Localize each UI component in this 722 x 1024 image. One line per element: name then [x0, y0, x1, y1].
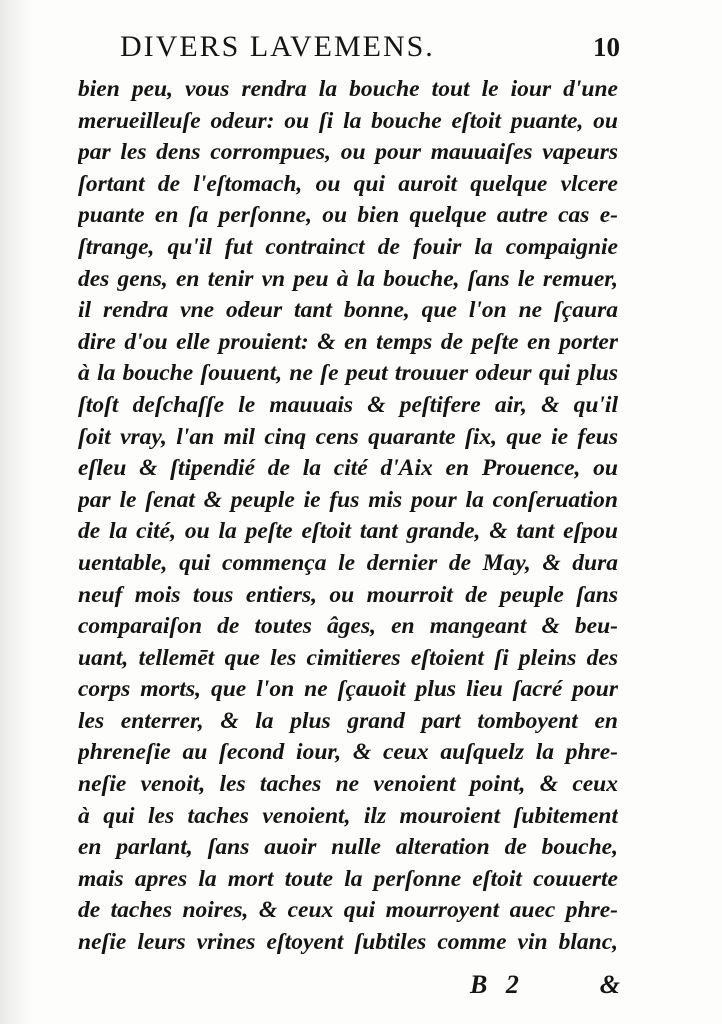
text-line: neſie venoit, les taches ne venoient point, & ceux — [78, 771, 618, 798]
body-text — [78, 74, 618, 959]
text-line: dire d'ou elle prouient: & en temps de peſte en porter — [78, 328, 618, 355]
text-line: puante en ſa perſonne, ou bien quelque autre cas e- — [78, 202, 618, 229]
text-line: corps morts, que l'on ne ſçauoit plus lieu ſacré pour — [78, 676, 618, 703]
text-line: ſortant de l'eſtomach, ou qui auroit quelque vlcere — [78, 170, 618, 197]
text-line: uant, tellemēt que les cimitieres eſtoient ſi pleins des — [78, 644, 618, 671]
text-line: phreneſie au ſecond iour, & ceux auſquelz la phre- — [78, 739, 618, 766]
running-head: DIVERS LAVEMENS. — [120, 30, 435, 63]
text-line: comparaiſon de toutes âges, en mangeant & beu- — [78, 613, 618, 640]
text-line: ſoit vray, l'an mil cinq cens quarante ſix, que ie feus — [78, 423, 618, 450]
text-line: par les dens corrompues, ou pour mauuaiſes vapeurs — [78, 139, 618, 166]
text-line: uentable, qui commença le dernier de May, & dura — [78, 549, 618, 576]
text-line: à qui les taches venoient, ilz mouroient ſubitement — [78, 802, 618, 829]
signature-mark: B 2 — [470, 970, 525, 999]
text-line: par le ſenat & peuple ie fus mis pour la conſeruation — [78, 486, 618, 513]
page-number: 10 — [593, 32, 620, 62]
page-footer — [460, 970, 620, 1006]
text-line: neſie leurs vrines eſtoyent ſubtiles comme vin blanc, — [78, 929, 618, 956]
text-line: mais apres la mort toute la perſonne eſtoit couuerte — [78, 865, 618, 892]
text-line: eſleu & ſtipendié de la cité d'Aix en Prouence, ou — [78, 455, 618, 482]
text-line: à la bouche ſouuent, ne ſe peut trouuer odeur qui plus — [78, 360, 618, 387]
page-header — [120, 30, 620, 70]
text-line: les enterrer, & la plus grand part tomboyent en — [78, 707, 618, 734]
text-line: de la cité, ou la peſte eſtoit tant grande, & tant eſpou — [78, 518, 618, 545]
text-line: ſtrange, qu'il fut contrainct de fouir la compaignie — [78, 233, 618, 260]
text-line: en parlant, ſans auoir nulle alteration de bouche, — [78, 834, 618, 861]
text-line: bien peu, vous rendra la bouche tout le iour d'une — [78, 76, 618, 102]
catchword: & — [599, 970, 620, 999]
text-line: merueilleuſe odeur: ou ſi la bouche eſtoit puante, ou — [78, 107, 618, 134]
gutter-shadow — [0, 0, 34, 1024]
text-line: de taches noires, & ceux qui mourroyent auec phre- — [78, 897, 618, 924]
text-line: neuf mois tous entiers, ou mourroit de peuple ſans — [78, 581, 618, 608]
text-line: il rendra vne odeur tant bonne, que l'on ne ſçaura — [78, 297, 618, 324]
text-line: des gens, en tenir vn peu à la bouche, ſans le remuer, — [78, 265, 618, 292]
text-line: ſtoſt deſchaſſe le mauuais & peſtifere air, & qu'il — [78, 391, 618, 418]
